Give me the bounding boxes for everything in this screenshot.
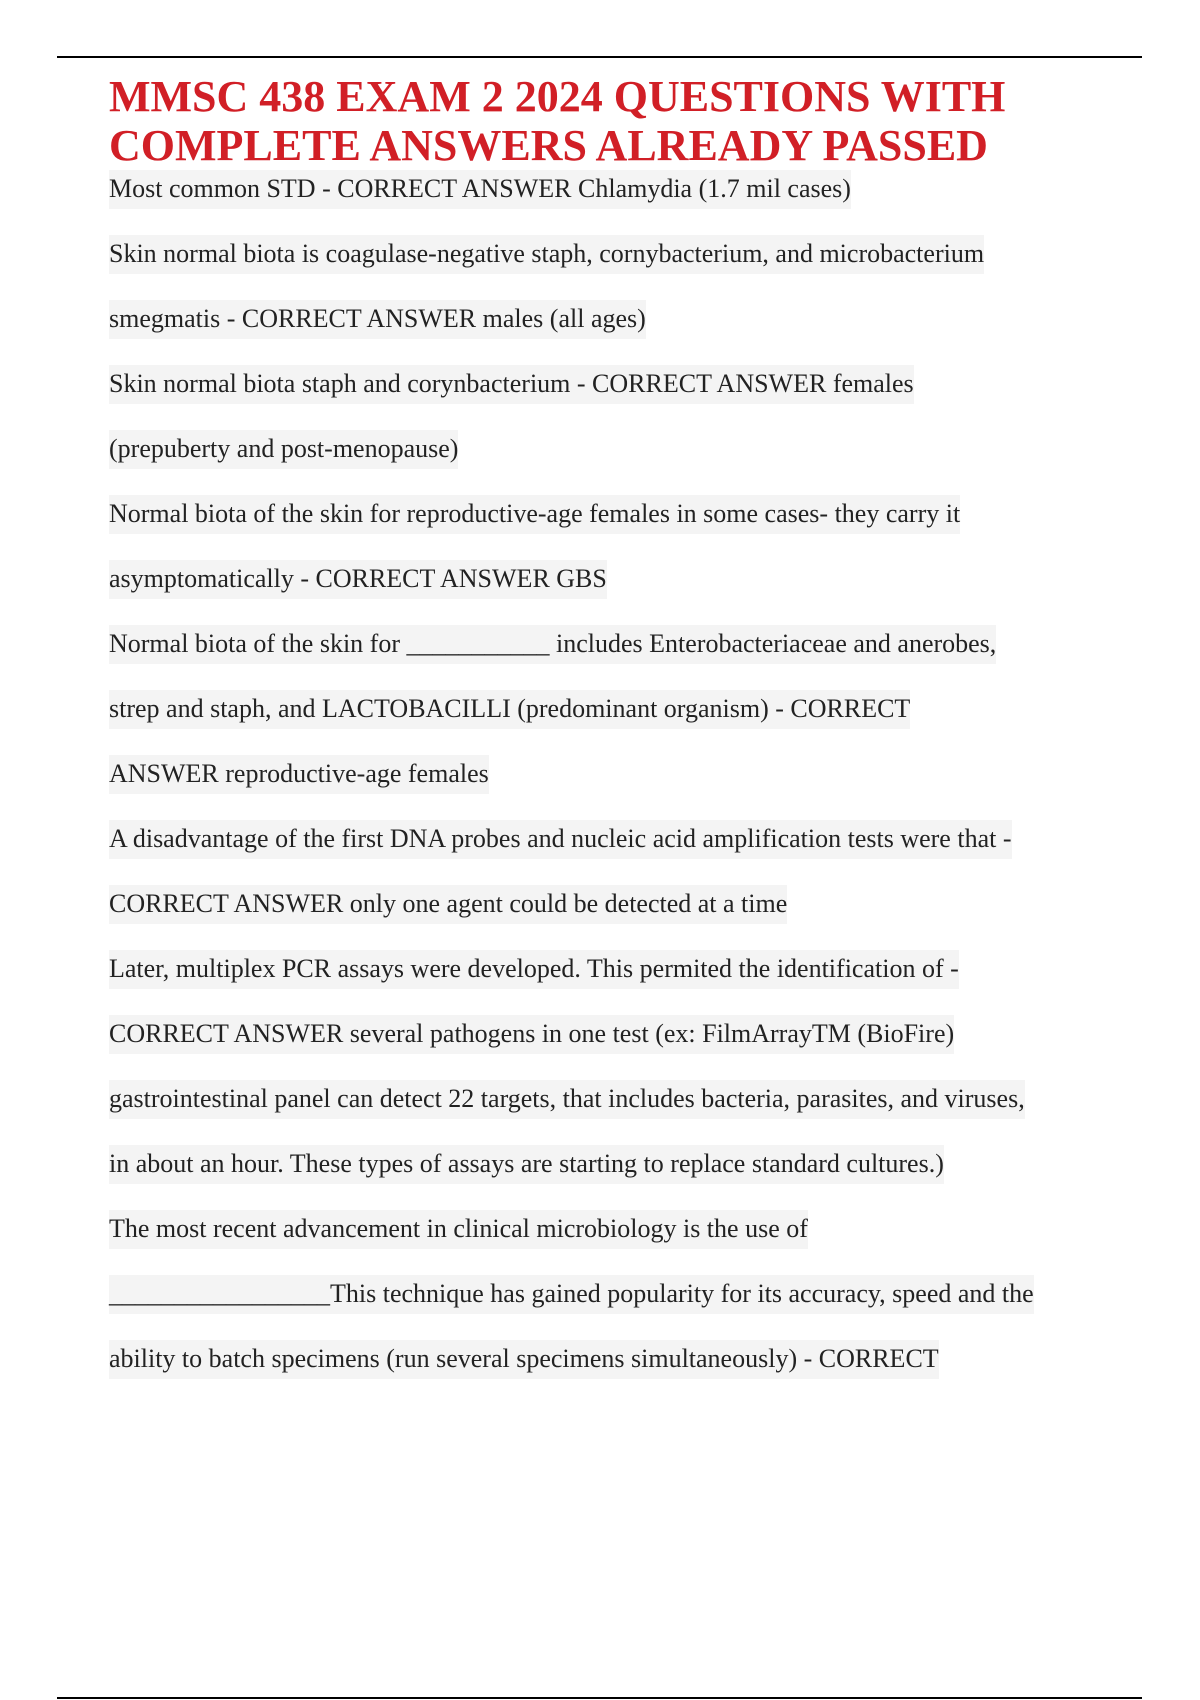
- text-line: _________________This technique has gained popularity for its accuracy, speed and the: [109, 1275, 1119, 1340]
- text-line: CORRECT ANSWER only one agent could be detected at a time: [109, 885, 1119, 950]
- text-line: The most recent advancement in clinical microbiology is the use of: [109, 1210, 1119, 1275]
- top-rule: [57, 56, 1142, 58]
- text-line: Normal biota of the skin for reproductive-age females in some cases- they carry it: [109, 495, 1119, 560]
- text-line: Normal biota of the skin for ___________ includes Enterobacteriaceae and anerobes,: [109, 625, 1119, 690]
- text-line: Skin normal biota staph and corynbacterium - CORRECT ANSWER females: [109, 365, 1119, 430]
- text-line: (prepuberty and post-menopause): [109, 430, 1119, 495]
- text-line: ability to batch specimens (run several specimens simultaneously) - CORRECT: [109, 1340, 1119, 1405]
- text-line: asymptomatically - CORRECT ANSWER GBS: [109, 560, 1119, 625]
- text-line: Most common STD - CORRECT ANSWER Chlamydia (1.7 mil cases): [109, 170, 1119, 235]
- text-line: smegmatis - CORRECT ANSWER males (all ages): [109, 300, 1119, 365]
- qa-text: [109, 170, 1119, 1405]
- text-line: Skin normal biota is coagulase-negative staph, cornybacterium, and microbacterium: [109, 235, 1119, 300]
- text-line: ANSWER reproductive-age females: [109, 755, 1119, 820]
- text-line: CORRECT ANSWER several pathogens in one test (ex: FilmArrayTM (BioFire): [109, 1015, 1119, 1080]
- text-line: gastrointestinal panel can detect 22 targets, that includes bacteria, parasites, and viruses,: [109, 1080, 1119, 1145]
- text-line: in about an hour. These types of assays are starting to replace standard cultures.): [109, 1145, 1119, 1210]
- document-title: [109, 72, 1119, 170]
- document-body: [109, 72, 1119, 1405]
- text-line: strep and staph, and LACTOBACILLI (predominant organism) - CORRECT: [109, 690, 1119, 755]
- text-line: A disadvantage of the first DNA probes and nucleic acid amplification tests were that -: [109, 820, 1119, 885]
- bottom-rule: [57, 1697, 1142, 1699]
- title-line-2: COMPLETE ANSWERS ALREADY PASSED: [109, 121, 988, 170]
- text-line: Later, multiplex PCR assays were developed. This permited the identification of -: [109, 950, 1119, 1015]
- title-line-1: MMSC 438 EXAM 2 2024 QUESTIONS WITH: [109, 72, 1006, 121]
